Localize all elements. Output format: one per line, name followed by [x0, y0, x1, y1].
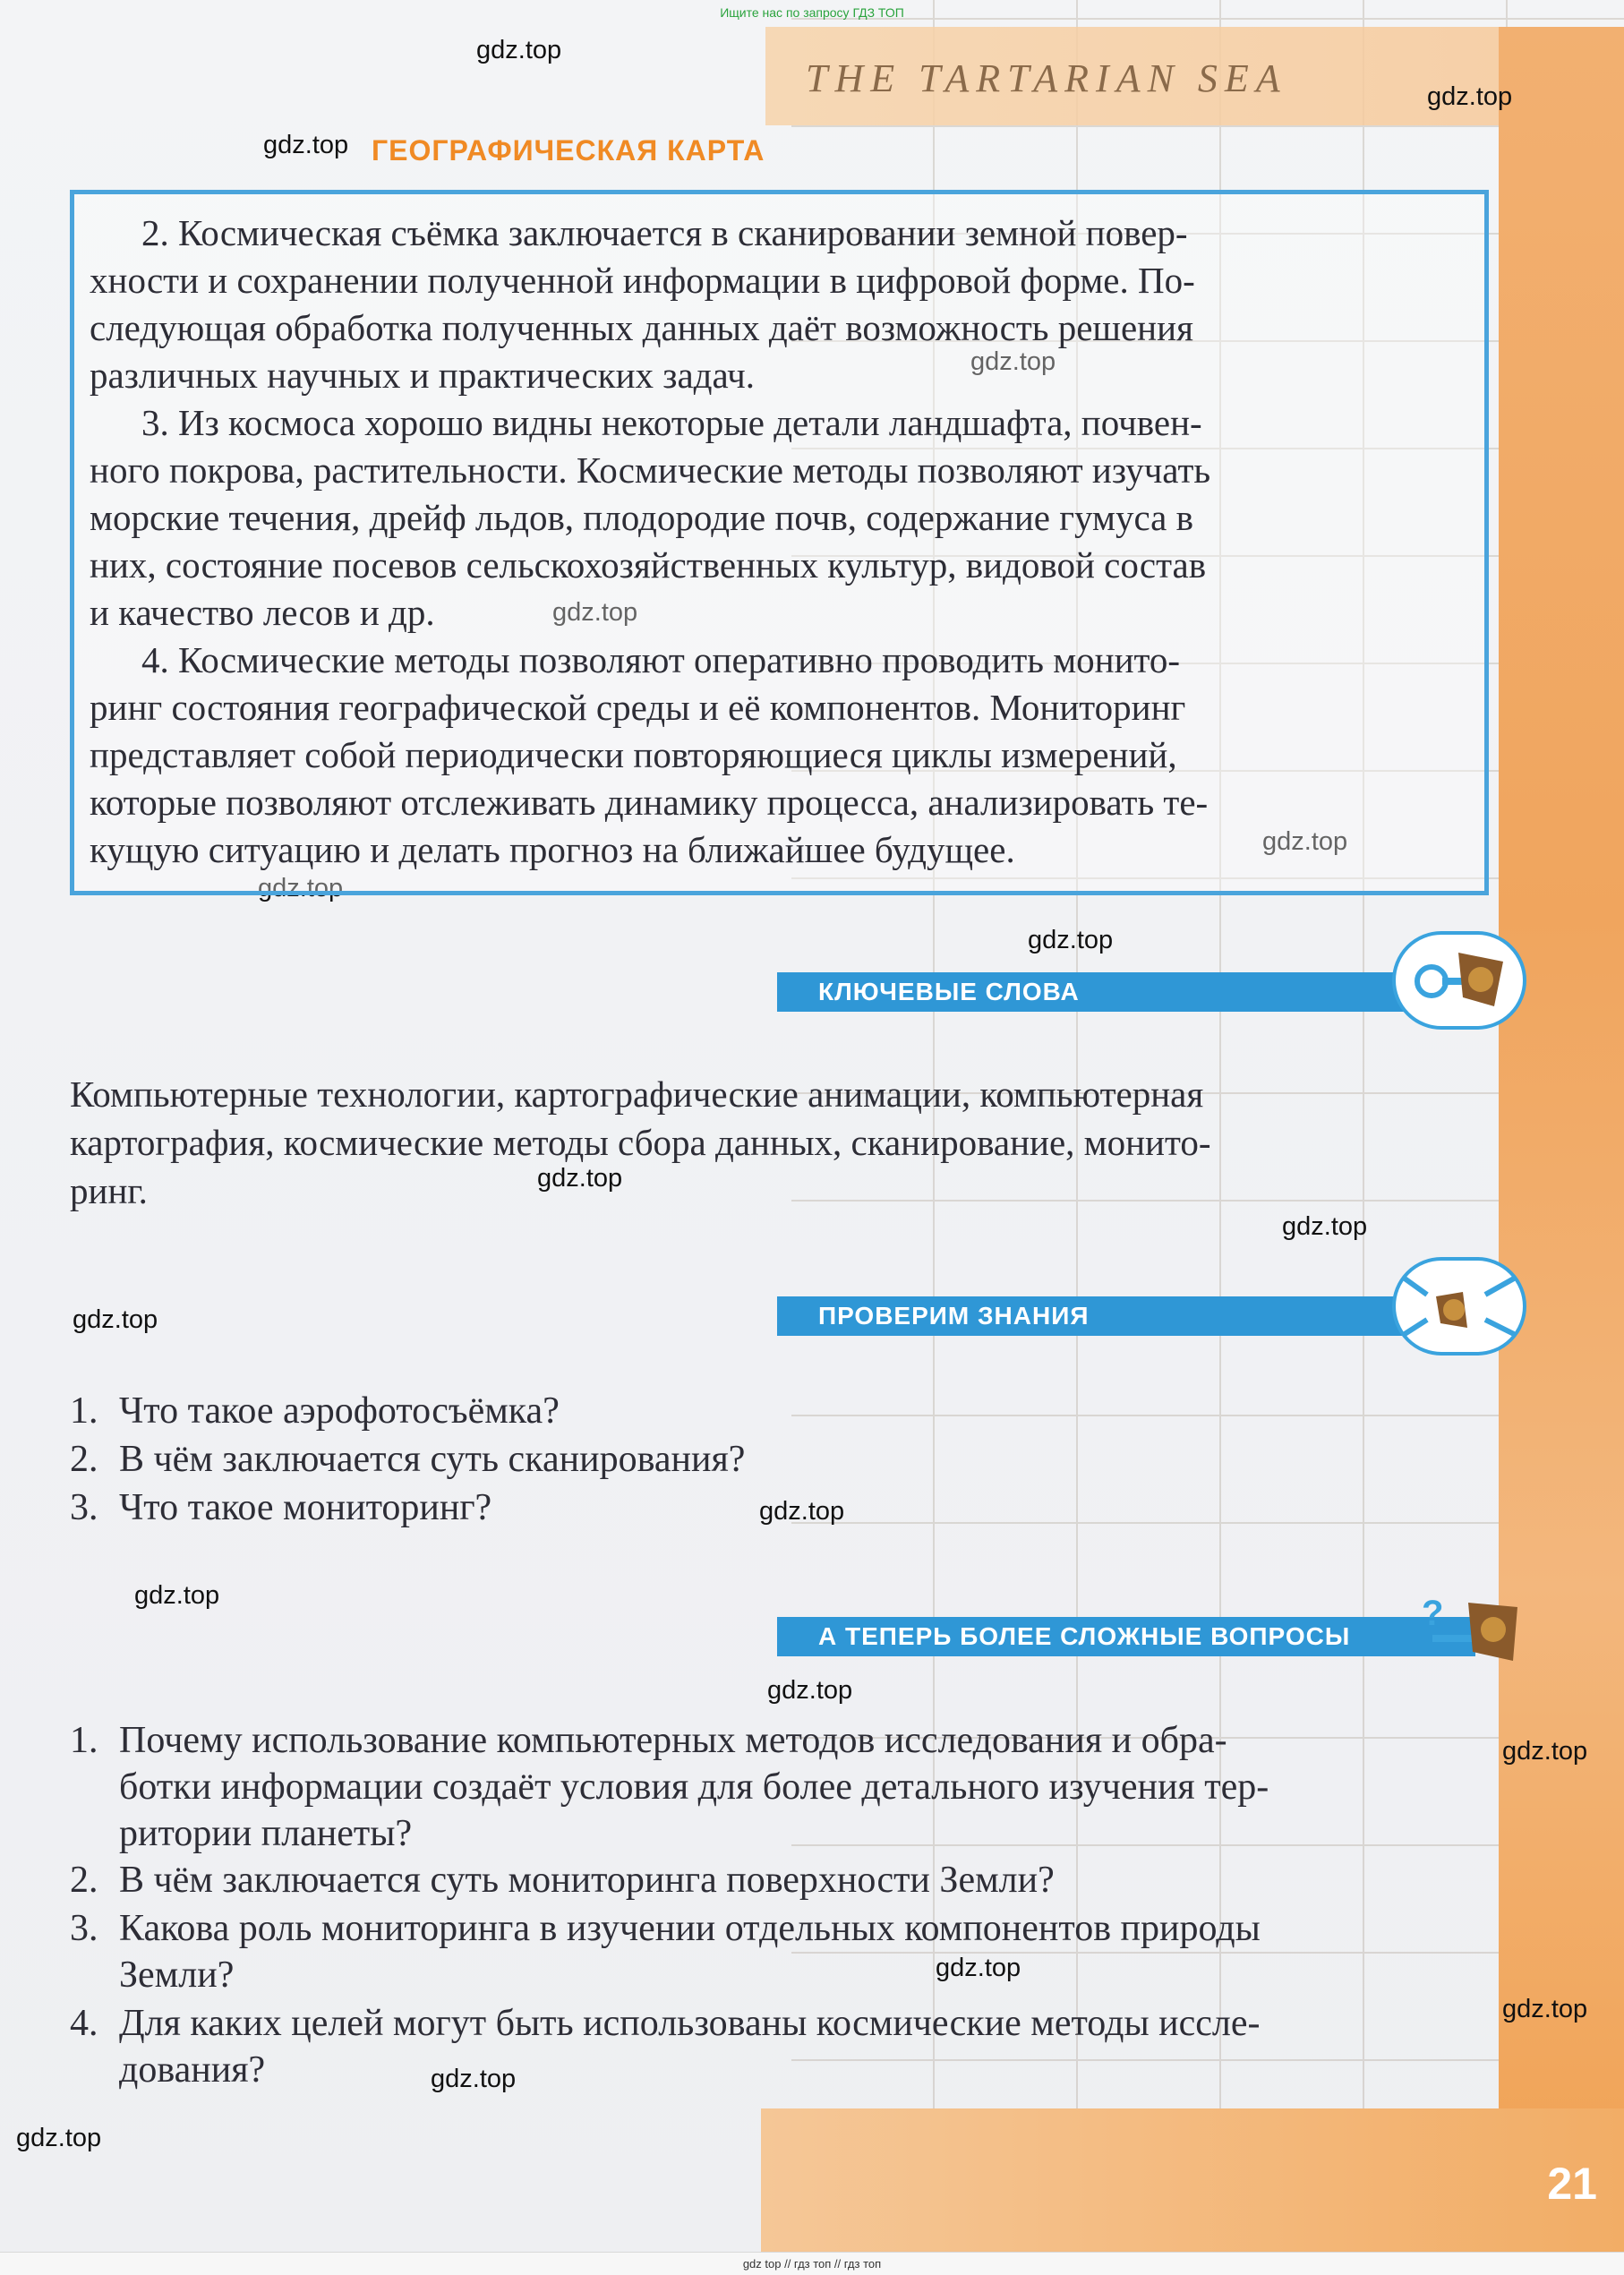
watermark: gdz.top — [263, 131, 349, 159]
question-number: 2. — [70, 1439, 98, 1480]
question-number: 1. — [70, 1390, 98, 1432]
watermark: gdz.top — [16, 2124, 102, 2152]
watermark: gdz.top — [476, 36, 562, 64]
box-line: них, состояние посевов сельскохозяйственных культур, видовой состав — [90, 544, 1207, 586]
question-sextant-icon — [1415, 1576, 1531, 1674]
orange-side-strip — [1499, 27, 1624, 2256]
question-line: ботки информации создаёт условия для более детального изучения тер- — [119, 1766, 1269, 1808]
hard-questions-header — [777, 1617, 1475, 1656]
watermark: gdz.top — [73, 1305, 158, 1334]
box-line: 2. Космическая съёмка заключается в сканировании земной повер- — [141, 212, 1188, 253]
box-line: морские течения, дрейф льдов, плодородие почв, содержание гумуса в — [90, 497, 1193, 538]
question-line: Почему использование компьютерных методов исследования и обра- — [119, 1720, 1227, 1761]
keywords-label: КЛЮЧЕВЫЕ СЛОВА — [818, 978, 1080, 1005]
box-line: следующая обработка полученных данных даёт возможность решения — [90, 307, 1193, 348]
box-line: представляет собой периодически повторяющиеся циклы измерений, — [90, 734, 1177, 775]
watermark: gdz.top — [1502, 1995, 1588, 2023]
watermark: gdz.top — [936, 1954, 1021, 1982]
watermark: gdz.top — [759, 1497, 845, 1526]
svg-text:?: ? — [1422, 1594, 1444, 1633]
question-text: Что такое аэрофотосъёмка? — [119, 1390, 560, 1432]
box-line: которые позволяют отслеживать динамику процесса, анализировать те- — [90, 782, 1209, 823]
check-question — [70, 1436, 1144, 1483]
page-number: 21 — [1547, 2159, 1597, 2209]
question-number: 1. — [70, 1720, 98, 1761]
watermark: gdz.top — [537, 1164, 623, 1193]
box-line: хности и сохранении полученной информации в цифровой форме. По- — [90, 260, 1195, 301]
question-number: 3. — [70, 1908, 98, 1949]
question-line: ритории планеты? — [119, 1813, 413, 1854]
question-number: 4. — [70, 2003, 98, 2044]
watermark: gdz.top — [134, 1581, 220, 1610]
box-line: ного покрова, растительности. Космические методы позволяют изучать — [90, 449, 1211, 491]
bottom-banner[interactable]: gdz top // гдз топ // гдз топ — [0, 2252, 1624, 2275]
keywords-line: Компьютерные технологии, картографические анимации, компьютерная — [70, 1073, 1204, 1115]
question-number: 3. — [70, 1487, 98, 1528]
watermark: gdz.top — [258, 874, 344, 902]
check-label: ПРОВЕРИМ ЗНАНИЯ — [818, 1302, 1090, 1330]
keywords-line: картография, космические методы сбора данных, сканирование, монито- — [70, 1122, 1211, 1163]
box-line: кущую ситуацию и делать прогноз на ближайшее будущее. — [90, 829, 1015, 870]
watermark: gdz.top — [1262, 827, 1348, 856]
watermark: gdz.top — [1282, 1212, 1368, 1241]
question-number: 2. — [70, 1860, 98, 1901]
top-banner[interactable]: Ищите нас по запросу ГДЗ ТОП — [720, 5, 904, 20]
map-footer-band — [761, 2108, 1624, 2261]
hard-question — [70, 2000, 1489, 2093]
map-caption: THE TARTARIAN SEA — [806, 56, 1287, 100]
check-question — [70, 1388, 1144, 1434]
hard-question — [70, 1717, 1489, 1857]
hard-question — [70, 1857, 1489, 1903]
box-line: различных научных и практических задач. — [90, 355, 755, 396]
box-line: ринг состояния географической среды и её компонентов. Мониторинг — [90, 687, 1186, 728]
question-line: дования? — [119, 2049, 266, 2091]
question-text: Что такое мониторинг? — [119, 1487, 492, 1528]
watermark: gdz.top — [767, 1676, 853, 1705]
sextant-icon — [1396, 935, 1523, 1026]
sextant-key-icon — [1392, 931, 1526, 1030]
question-line: Для каких целей могут быть использованы космические методы иссле- — [119, 2003, 1261, 2044]
check-header — [777, 1296, 1404, 1336]
watermark: gdz.top — [1427, 82, 1513, 111]
box-line: 4. Космические методы позволяют оперативно проводить монито- — [141, 639, 1181, 680]
question-line: Земли? — [119, 1954, 235, 1996]
box-line: 3. Из космоса хорошо видны некоторые детали ландшафта, почвен- — [141, 402, 1202, 443]
question-text: В чём заключается суть сканирования? — [119, 1439, 746, 1480]
check-knowledge-icon — [1392, 1257, 1526, 1356]
hard-questions-label: А ТЕПЕРЬ БОЛЕЕ СЛОЖНЫЕ ВОПРОСЫ — [818, 1622, 1351, 1650]
watermark: gdz.top — [552, 598, 638, 627]
watermark: gdz.top — [970, 347, 1056, 376]
check-question — [70, 1484, 1144, 1531]
keywords-line: ринг. — [70, 1170, 148, 1211]
question-line: Какова роль мониторинга в изучении отдельных компонентов природы — [119, 1908, 1261, 1949]
question-line: В чём заключается суть мониторинга поверхности Земли? — [119, 1860, 1055, 1901]
watermark: gdz.top — [1028, 926, 1114, 954]
section-title: ГЕОГРАФИЧЕСКАЯ КАРТА — [372, 134, 765, 167]
watermark: gdz.top — [431, 2065, 517, 2093]
watermark: gdz.top — [1502, 1737, 1588, 1766]
hard-question — [70, 1905, 1489, 1998]
sextant-arrows-icon — [1396, 1261, 1523, 1352]
box-line: и качество лесов и др. — [90, 592, 435, 633]
